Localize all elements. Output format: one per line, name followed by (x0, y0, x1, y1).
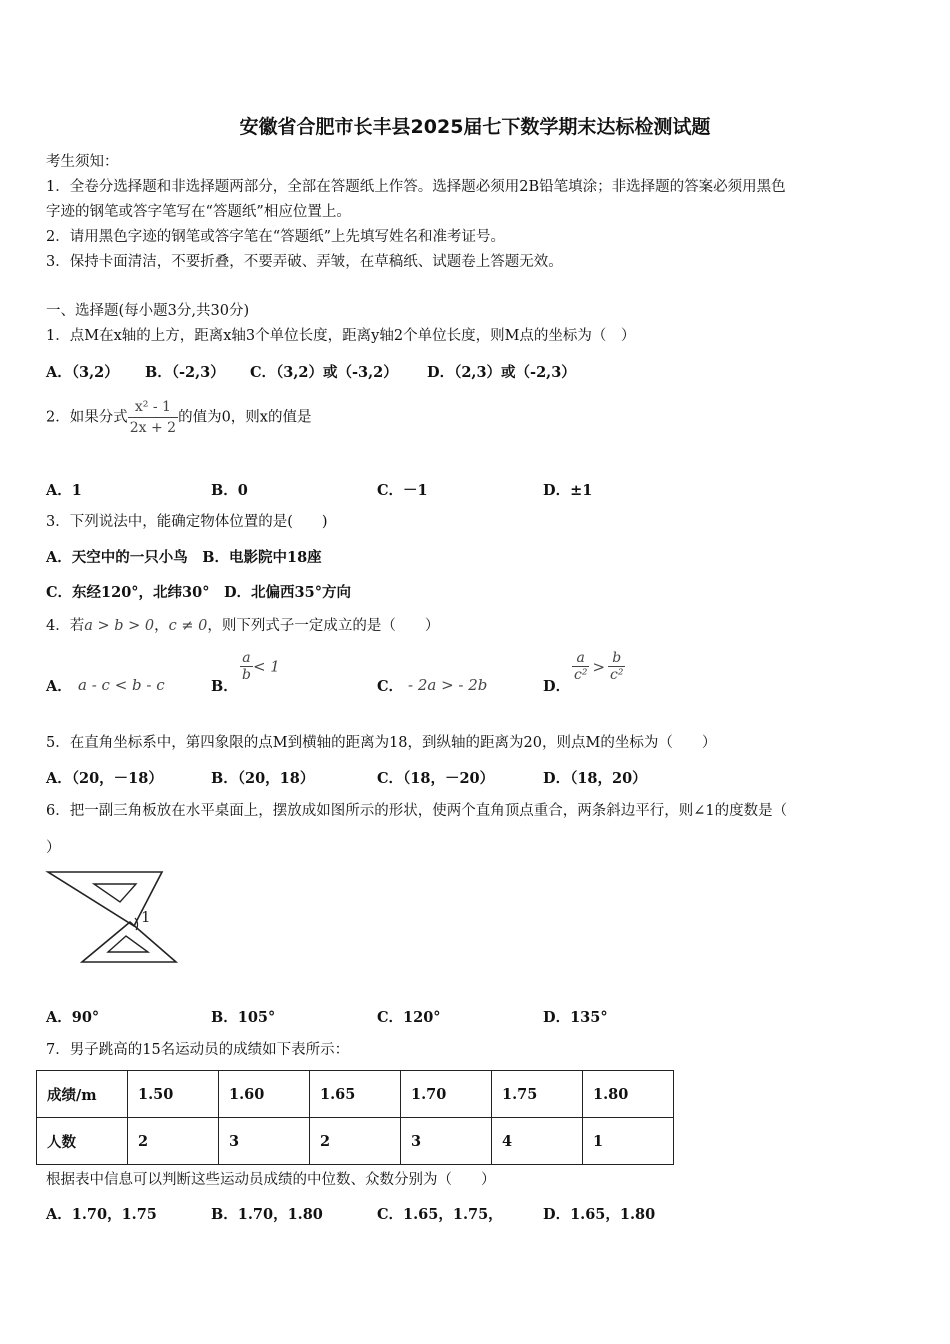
table-cell: 1 (583, 1118, 674, 1165)
page-title: 安徽省合肥市长丰县2025届七下数学期末达标检测试题 (239, 116, 711, 138)
q4-label-d: D． (543, 678, 571, 695)
q5-option-b: B．（20，18） (211, 770, 315, 787)
q1-option-c: C．（3,2）或（-3,2） (250, 364, 398, 381)
q4-label-b: B． (211, 678, 238, 695)
table-cell: 1.50 (128, 1071, 219, 1118)
table-cell: 2 (310, 1118, 401, 1165)
section-heading: 一、选择题(每小题3分,共30分) (46, 303, 250, 319)
q4-option-b-fraction (240, 650, 253, 683)
table-cell: 1.80 (583, 1071, 674, 1118)
q2-prefix: 2．如果分式 (46, 409, 128, 426)
table-cell: 3 (219, 1118, 310, 1165)
q4-label-a: A． (46, 678, 72, 695)
q7-option-c: C．1.65，1.75， (377, 1206, 503, 1223)
small-triangle-bottom (108, 936, 148, 952)
q4-condition-1: a > b > 0 (84, 618, 155, 634)
q4-option-d-num-1: a (576, 650, 585, 666)
big-triangle-bottom (82, 922, 176, 962)
q2-option-b: B．0 (211, 482, 248, 499)
q7-option-b: B．1.70，1.80 (211, 1206, 323, 1223)
q4-option-c: - 2a > - 2b (408, 676, 488, 694)
q6-stem: 6．把一副三角板放在水平桌面上，摆放成如图所示的形状，使两个直角顶点重合，两条斜边平行，则∠1的度数是（ (46, 803, 788, 819)
q2-numerator: x² - 1 (134, 399, 171, 415)
notice-line-2: 2．请用黑色字迹的钢笔或答字笔在“答题纸”上先填写姓名和准考证号。 (46, 229, 506, 245)
table-cell: 成绩/m (37, 1071, 128, 1118)
notice-heading: 考生须知： (46, 154, 119, 170)
table-cell: 1.60 (219, 1071, 310, 1118)
table-cell: 2 (128, 1118, 219, 1165)
q5-option-c: C．（18，－20） (377, 770, 495, 787)
q5-stem: 5．在直角坐标系中，第四象限的点M到横轴的距离为18，到纵轴的距离为20，则点M的坐标为（ ） (46, 735, 717, 751)
q1-option-a: A．（3,2） (46, 364, 119, 381)
table-cell: 3 (401, 1118, 492, 1165)
notice-line-1a: 1．全卷分选择题和非选择题两部分，全部在答题纸上作答。选择题必须用2B铅笔填涂；非选择题的答案必须用黑色 (46, 179, 786, 195)
q4-label-c: C． (377, 678, 404, 695)
q2-option-a: A．1 (46, 482, 82, 499)
q4-option-b-num: a (242, 650, 251, 666)
q2-fraction (128, 397, 178, 438)
q4-option-d-fraction-1 (572, 650, 589, 683)
table-cell: 人数 (37, 1118, 128, 1165)
q4-option-d (572, 650, 625, 683)
table-cell: 1.70 (401, 1071, 492, 1118)
q2-suffix: 的值为0，则x的值是 (178, 409, 312, 426)
q6-option-a: A．90° (46, 1009, 100, 1026)
table-row (37, 1118, 674, 1165)
q5-option-a: A．（20，－18） (46, 770, 163, 787)
q3-options-row-2: C．东经120°，北纬30° D．北偏西35°方向 (46, 584, 351, 601)
q4-suffix: ，则下列式子一定成立的是（ ） (207, 618, 440, 634)
q7-stem: 7．男子跳高的15名运动员的成绩如下表所示： (46, 1042, 350, 1058)
q4-option-b-den: b (242, 667, 251, 683)
q4-comma: ， (154, 618, 169, 634)
table-cell: 1.75 (492, 1071, 583, 1118)
q7-option-a: A．1.70，1.75 (46, 1206, 157, 1223)
q4-option-b (240, 650, 280, 683)
q4-option-d-den-2: c² (610, 667, 624, 683)
triangle-figure (44, 866, 194, 970)
q1-option-b: B．（-2,3） (145, 364, 225, 381)
q6-option-d: D．135° (543, 1009, 608, 1026)
q4-option-d-num-2: b (612, 650, 622, 666)
q1-stem: 1．点M在x轴的上方，距离x轴3个单位长度，距离y轴2个单位长度，则M点的坐标为（ ） (46, 328, 636, 344)
q3-stem: 3．下列说法中，能确定物体位置的是( ) (46, 514, 328, 530)
q2-denominator: 2x + 2 (128, 417, 178, 438)
notice-line-1b: 字迹的钢笔或答字笔写在“答题纸”相应位置上。 (46, 204, 351, 220)
q7-option-d: D．1.65，1.80 (543, 1206, 656, 1223)
q6-option-c: C．120° (377, 1009, 441, 1026)
q2-option-c: C．－1 (377, 482, 428, 499)
q4-option-a: a - c < b - c (78, 676, 165, 694)
q7-question: 根据表中信息可以判断这些运动员成绩的中位数、众数分别为（ ） (46, 1172, 496, 1188)
q6-option-b: B．105° (211, 1009, 276, 1026)
q1-option-d: D．（2,3）或（-2,3） (427, 364, 576, 381)
q4-stem (46, 616, 439, 636)
small-triangle-top (94, 884, 136, 902)
q4-prefix: 4．若 (46, 618, 85, 634)
q6-stem-end: ） (46, 840, 61, 856)
q4-option-d-operator: > (592, 657, 606, 676)
table-cell: 1.65 (310, 1071, 401, 1118)
score-table (36, 1070, 674, 1165)
q4-option-b-rest: < 1 (252, 657, 280, 676)
q4-condition-2: c ≠ 0 (168, 618, 208, 634)
table-cell: 4 (492, 1118, 583, 1165)
q2-option-d: D．±1 (543, 482, 593, 499)
table-row (37, 1071, 674, 1118)
q2-stem (46, 397, 311, 438)
q3-options-row-1: A．天空中的一只小鸟 B．电影院中18座 (46, 549, 322, 566)
angle-label: 1 (141, 908, 151, 926)
q5-option-d: D．（18，20） (543, 770, 647, 787)
q4-option-d-fraction-2 (608, 650, 625, 683)
q4-option-d-den-1: c² (574, 667, 588, 683)
notice-line-3: 3．保持卡面清洁，不要折叠，不要弄破、弄皱，在草稿纸、试题卷上答题无效。 (46, 254, 563, 270)
